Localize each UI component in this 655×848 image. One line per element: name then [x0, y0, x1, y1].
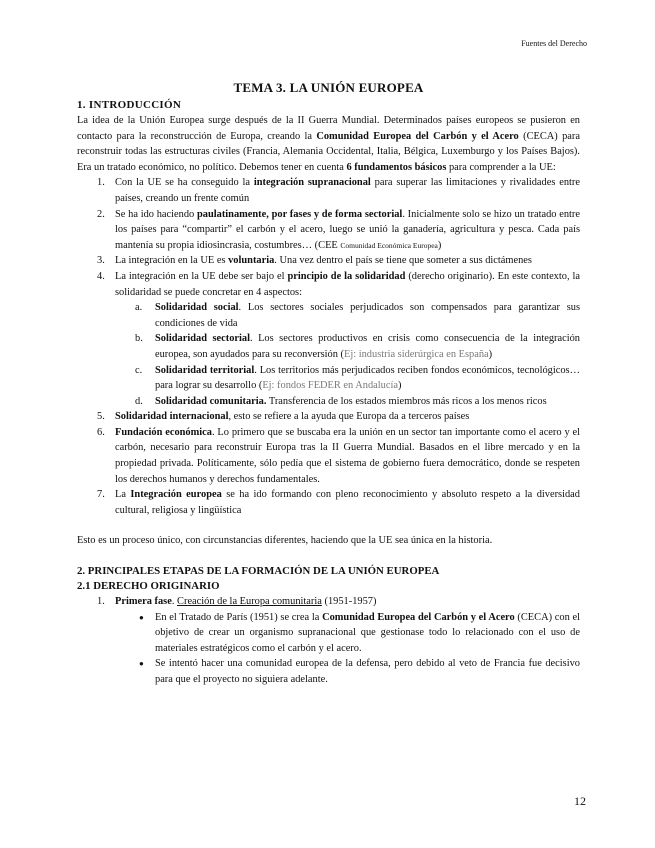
list-item: 3. La integración en la UE es voluntaria. Una vez dentro el país se tiene que someter a sus dictámenes	[97, 255, 532, 267]
list-item: 6. Fundación económica. Lo primero que se buscaba era la unión en un sector tan importante como el acero y el carbón, necesario para reconstruir Europa tras la II Guerra Mundial. Basados en el libre mercado y en la propiedad privada. Políticamente, sólo pedía que el sistema de gobierno fuera democrático, donde se respeten los derechos humanos y derechos fundamentales.	[97, 426, 580, 485]
section-heading-etapas: 2. PRINCIPALES ETAPAS DE LA FORMACIÓN DE LA UNIÓN EUROPEA	[77, 565, 440, 578]
fundamentos-list	[77, 175, 580, 300]
list-item: 7. La Integración europea se ha ido formando con pleno reconocimiento y absoluto respeto a la diversidad cultural, religiosa y lingüística	[97, 489, 580, 516]
sub-list-item: b. Solidaridad sectorial. Los sectores productivos en crisis como consecuencia de la integración europea, son ayudados para su reconversión (Ej: industria siderúrgica en España)	[135, 333, 580, 360]
list-item: 4. La integración en la UE debe ser bajo el principio de la solidaridad (derecho originario). En este contexto, la solidaridad se puede concretar en 4 aspectos:	[97, 270, 580, 298]
sub-list-item: a. Solidaridad social. Los sectores sociales perjudicados son compensados para garantizar sus condiciones de vida	[135, 302, 580, 329]
section-heading-introduccion: 1. INTRODUCCIÓN	[77, 99, 182, 111]
closing-paragraph: Esto es un proceso único, con circunstancias diferentes, haciendo que la UE sea única en la historia.	[77, 535, 493, 547]
primera-fase-bullets	[77, 610, 580, 688]
list-item: 1. Con la UE se ha conseguido la integración supranacional para superar las limitaciones y rivalidades entre países, creando un frente común	[97, 177, 580, 204]
document-title: TEMA 3. LA UNIÓN EUROPEA	[233, 80, 424, 95]
sub-list-item: c. Solidaridad territorial. Los territorios más perjudicados reciben fondos económicos, tecnológicos… para lograr su desarrollo (Ej: fondos FEDER en Andalucía)	[135, 364, 580, 392]
bullet-icon: ●	[139, 612, 144, 622]
bullet-item: ● En el Tratado de París (1951) se crea la Comunidad Europea del Carbón y el Acero (CECA) con el objetivo de crear un organismo supranacional que gestionase todo lo relacionado con el uso de materiales estratégicos como el carbón y el acero.	[139, 611, 580, 654]
fases-list	[77, 594, 580, 610]
fundamentos-list-continued	[77, 409, 580, 518]
list-item: 2. Se ha ido haciendo paulatinamente, por fases y de forma sectorial. Inicialmente solo se hizo un tratado entre los países para “compartir” el carbón y el acero, luego se unió la ganadería, agricultura y pesca. Cada país mantenía su propia idiosincrasia, costumbres… (CEE Comunidad Económica Europea)	[97, 208, 580, 251]
page-header: Fuentes del Derecho	[521, 39, 587, 48]
subsection-heading-derecho-originario: 2.1 DERECHO ORIGINARIO	[77, 580, 220, 593]
list-item: 5. Solidaridad internacional, esto se refiere a la ayuda que Europa da a terceros países	[97, 411, 470, 423]
page-number: 12	[574, 794, 586, 808]
solidaridad-sublist	[77, 300, 580, 409]
document-body	[77, 80, 580, 688]
sub-list-item: d. Solidaridad comunitaria. Transferencia de los estados miembros más ricos a los menos ricos	[135, 395, 547, 407]
bullet-icon: ●	[139, 659, 144, 669]
bullet-item: ● Se intentó hacer una comunidad europea de la defensa, pero debido al veto de Francia fue decisivo para que el proyecto no siguiera adelante.	[139, 658, 580, 685]
list-item: 1. Primera fase. Creación de la Europa comunitaria (1951-1957)	[97, 596, 377, 608]
intro-paragraph: La idea de la Unión Europea surge después de la II Guerra Mundial. Determinados países europeos se pusieron en contacto para la reconstrucción de Europa, creando la Comunidad Europea del Carbón y el Acero (CECA) para reconstruir todas las estructuras civiles (Francia, Alemania Occidental, Italia, Bélgica, Luxemburgo y los Países Bajos). Era un tratado económico, no político. Debemos tener en cuenta 6 fundamentos básicos para comprender a la UE:	[77, 115, 580, 173]
